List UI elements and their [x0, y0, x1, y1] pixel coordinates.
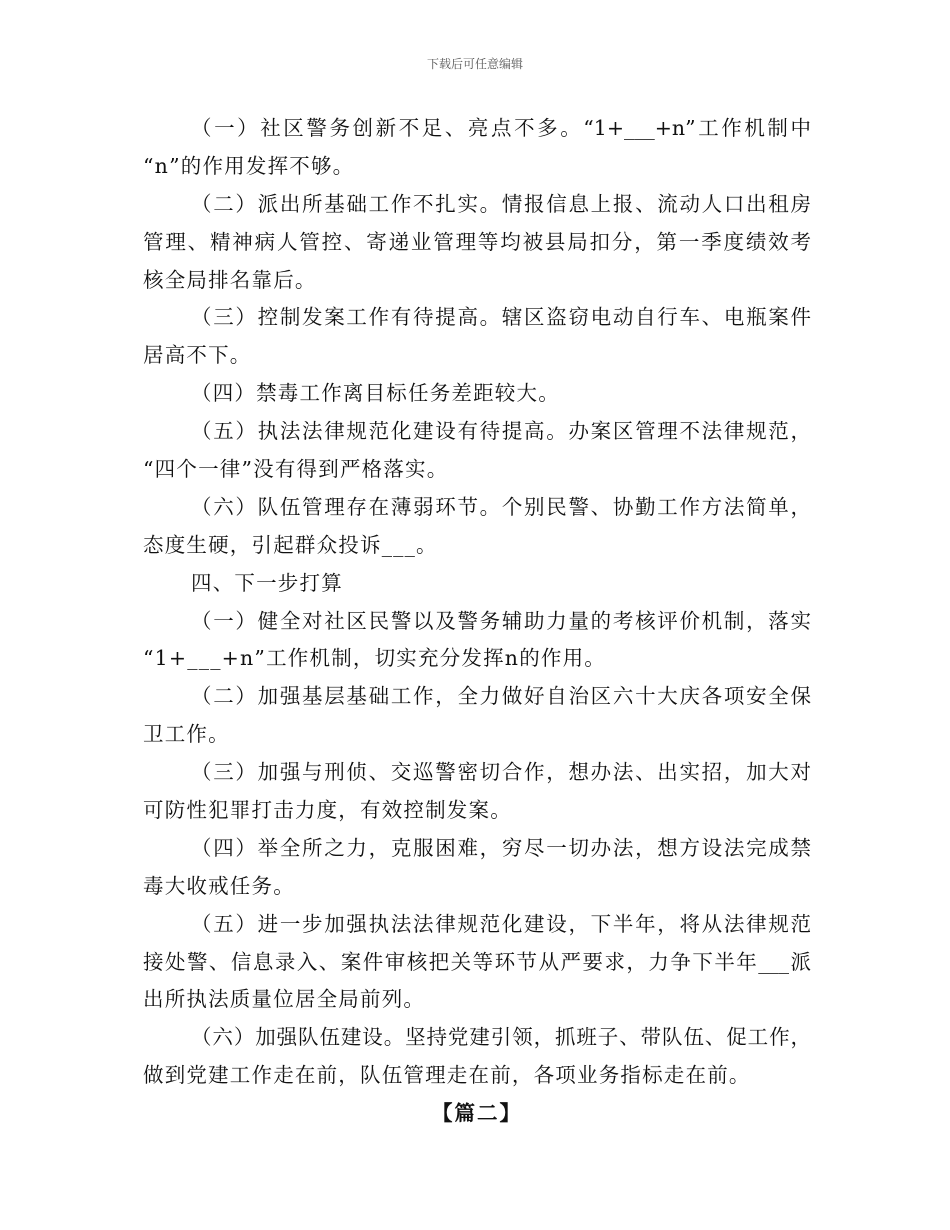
text-line: 卫工作。 — [143, 722, 230, 747]
text-line: 出所执法质量位居全局前列。 — [143, 987, 426, 1012]
text-line: （一）社区警务创新不足、亮点不多。“1+___+n”工作机制中 — [191, 116, 811, 140]
text-line: 居高不下。 — [143, 343, 252, 368]
text-line: 毒大收戒任务。 — [143, 873, 295, 898]
text-line: （三）控制发案工作有待提高。辖区盗窃电动自行车、电瓶案件 — [191, 305, 811, 330]
document-body — [143, 110, 811, 1133]
text-line: （四）禁毒工作离目标任务差距较大。 — [191, 381, 560, 406]
text-line: （二）派出所基础工作不扎实。情报信息上报、流动人口出租房 — [191, 191, 811, 216]
text-line: （四）举全所之力，克服困难，穷尽一切办法，想方设法完成禁 — [191, 835, 811, 860]
text-line: （六）队伍管理存在薄弱环节。个别民警、协勤工作方法简单， — [191, 494, 811, 519]
text-line: 核全局排名靠后。 — [143, 267, 317, 292]
text-line: “n”的作用发挥不够。 — [143, 153, 355, 178]
text-line: “1+___+n”工作机制，切实充分发挥n的作用。 — [143, 646, 607, 671]
text-line: （五）进一步加强执法法律规范化建设，下半年，将从法律规范 — [191, 911, 811, 936]
text-line: 可防性犯罪打击力度，有效控制发案。 — [143, 798, 512, 823]
page-header: 下载后可任意编辑 — [426, 57, 523, 71]
text-line: 做到党建工作走在前，队伍管理走在前，各项业务指标走在前。 — [143, 1063, 751, 1088]
text-line: （一）健全对社区民警以及警务辅助力量的考核评价机制，落实 — [191, 608, 811, 633]
text-line: 四、下一步打算 — [191, 570, 343, 595]
text-line: （二）加强基层基础工作，全力做好自治区六十大庆各项安全保 — [191, 684, 811, 709]
text-line: “四个一律”没有得到严格落实。 — [143, 457, 449, 482]
text-line: 态度生硬，引起群众投诉___。 — [143, 532, 438, 557]
text-line: 接处警、信息录入、案件审核把关等环节从严要求，力争下半年___派 — [143, 949, 811, 974]
text-line: （六）加强队伍建设。坚持党建引领，抓班子、带队伍、促工作， — [191, 1025, 811, 1050]
text-line: （五）执法法律规范化建设有待提高。办案区管理不法律规范， — [191, 419, 811, 444]
text-line: （三）加强与刑侦、交巡警密切合作，想办法、出实招，加大对 — [191, 760, 811, 785]
section-heading: 【篇二】 — [432, 1101, 522, 1126]
text-line: 管理、精神病人管控、寄递业管理等均被县局扣分，第一季度绩效考 — [143, 229, 811, 254]
